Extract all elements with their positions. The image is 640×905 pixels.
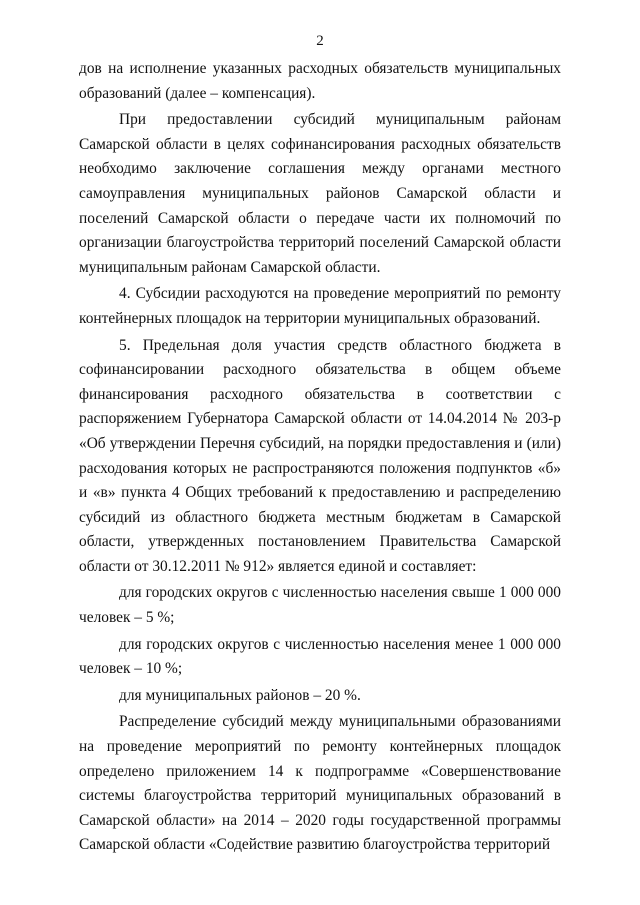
paragraph-item-5: 5. Предельная доля участия средств областного бюджета в софинансировании расходного обязательства в общем объеме финансирования расходного обязательства в соответствии с распоряжением Губернатора Самарской области от 14.04.2014 № 203-р «Об утверждении Перечня субсидий, на порядки предоставления и (или) расходования которых не распространяются положения подпунктов «б» и «в» пункта 4 Общих требований к предоставлению и распределению субсидий из областного бюджета местным бюджетам в Самарской области, утвержденных постановлением Правительства Самарской области от 30.12.2011 № 912» является единой и составляет: (79, 336, 561, 575)
paragraph-subsidy-agreement: При предоставлении субсидий муниципальным районам Самарской области в целях софинансирования расходных обязательств необходимо заключение соглашения между органами местного самоуправления муниципальных районов Самарской области и поселений Самарской области о передаче части их полномочий по организации благоустройства территорий поселений Самарской области муниципальным районам Самарской области. (79, 111, 561, 276)
page-number: 2 (316, 33, 324, 49)
document-body (79, 57, 561, 860)
rate-city-under-million: для городских округов с численностью населения менее 1 000 000 человек – 10 %; (79, 635, 561, 678)
paragraph-distribution: Распределение субсидий между муниципальными образованиями на проведение мероприятий по ремонту контейнерных площадок определено приложением 14 к подпрограмме «Совершенствование системы благоустройства территорий муниципальных образований в Самарской области» на 2014 – 2020 годы государственной программы Самарской области «Содействие развитию благоустройства территорий (79, 713, 561, 854)
rate-city-over-million: для городских округов с численностью населения свыше 1 000 000 человек – 5 %; (79, 584, 561, 627)
rate-municipal-districts: для муниципальных районов – 20 %. (119, 686, 361, 704)
paragraph-continuation: дов на исполнение указанных расходных обязательств муниципальных образований (далее – компенсация). (79, 60, 561, 102)
paragraph-item-4: 4. Субсидии расходуются на проведение мероприятий по ремонту контейнерных площадок на территории муниципальных образований. (79, 285, 561, 327)
